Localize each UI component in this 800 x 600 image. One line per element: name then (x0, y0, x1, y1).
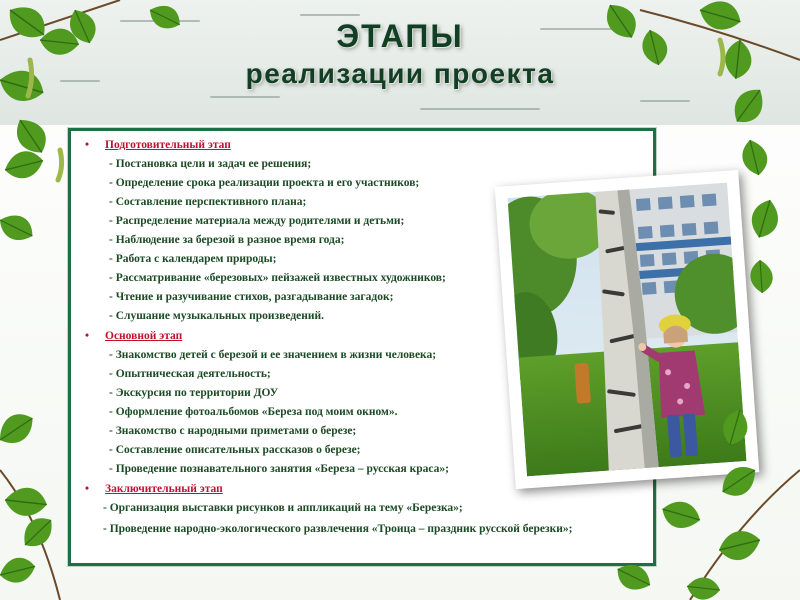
stage-item: - Проведение познавательного занятия «Береза – русская краса»; (109, 463, 449, 475)
stage-item: - Составление описательных рассказов о березе; (109, 444, 361, 456)
stage-item: - Работа с календарем природы; (109, 253, 277, 265)
stage-item: - Постановка цели и задач ее решения; (109, 158, 312, 170)
stage-item: - Рассматривание «березовых» пейзажей известных художников; (109, 272, 446, 284)
bullet-icon: • (85, 330, 90, 342)
stage-item: - Чтение и разучивание стихов, разгадывание загадок; (109, 291, 394, 303)
bullet-icon: • (85, 139, 90, 151)
stage-heading-text: Основной этап (105, 330, 183, 342)
slide-subtitle: реализации проекта (245, 58, 555, 89)
stage-item: - Проведение народно-экологического развлечения «Троица – праздник русской березки»; (103, 523, 573, 535)
stage-item: - Слушание музыкальных произведений. (109, 310, 325, 322)
stage-item: - Определение срока реализации проекта и его участников; (109, 177, 420, 189)
stage-item: - Оформление фотоальбомов «Береза под моим окном». (109, 406, 398, 418)
slide-title: ЭТАПЫ (336, 18, 464, 54)
stage-heading-text: Заключительный этап (105, 483, 223, 495)
stage-item: - Знакомство с народными приметами о березе; (109, 425, 357, 437)
stage-heading-text: Подготовительный этап (105, 139, 231, 151)
stage-item: - Знакомство детей с березой и ее значением в жизни человека; (109, 349, 437, 361)
stage-item: - Распределение материала между родителями и детьми; (109, 215, 405, 227)
stage-item: - Экскурсия по территории ДОУ (109, 387, 279, 399)
bullet-icon: • (85, 483, 90, 495)
stage-item: - Наблюдение за березой в разное время года; (109, 234, 345, 246)
stage-item: - Опытническая деятельность; (109, 368, 271, 380)
stage-item: - Составление перспективного плана; (109, 196, 307, 208)
stage-item: - Организация выставки рисунков и аппликаций на тему «Березка»; (103, 502, 463, 514)
